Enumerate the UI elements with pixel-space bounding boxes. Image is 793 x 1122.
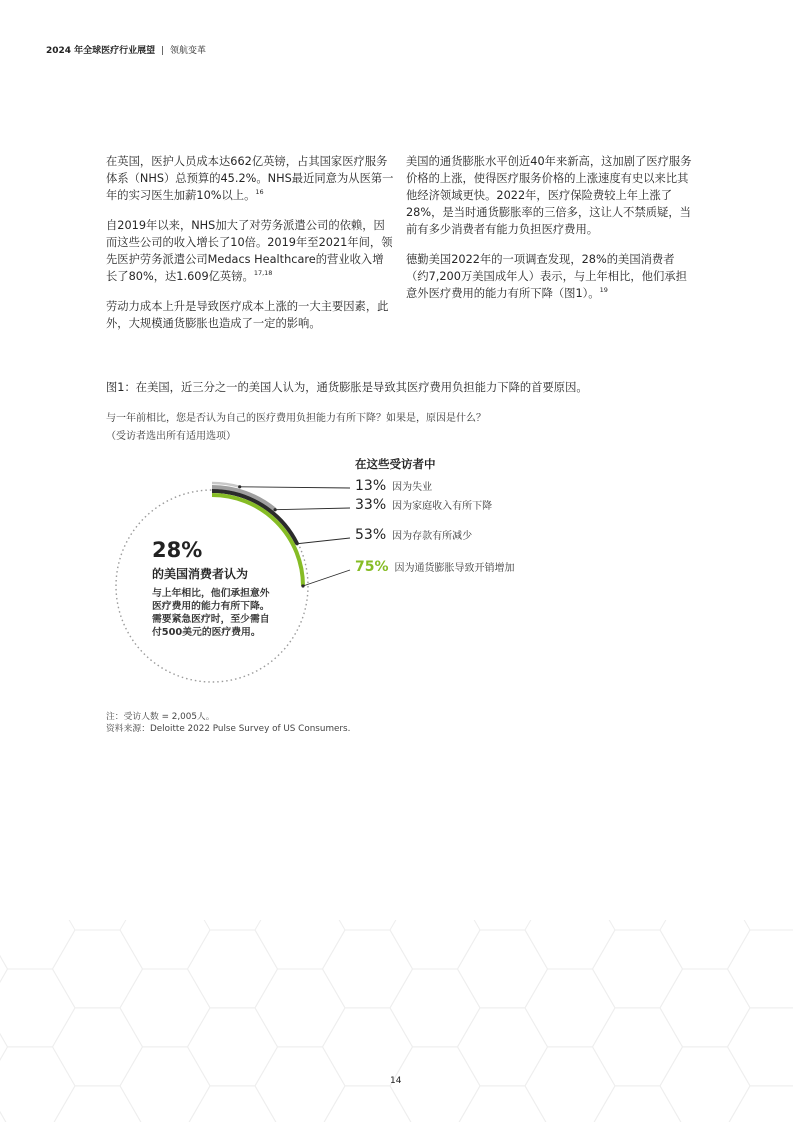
- leader-line-0: [240, 487, 350, 488]
- hexagon: [0, 1086, 8, 1122]
- leader-line-3: [303, 570, 350, 586]
- paragraph: 德勤美国2022年的一项调查发现，28%的美国消费者（约7,200万美国成年人）表示，与上年相比，他们承担意外医疗费用的能力有所下降（图1）。$^{19}$: [406, 253, 687, 300]
- hexagon: [0, 930, 8, 1008]
- hexagon: [188, 1008, 278, 1086]
- hexagon: [323, 930, 413, 1008]
- leader-dot-3: [301, 584, 304, 587]
- hexagon: [593, 1086, 683, 1122]
- leader-line-1: [275, 508, 350, 510]
- legend-label: 因为失业: [392, 482, 433, 493]
- hexagon: [660, 969, 750, 1047]
- hexagon: [728, 1008, 793, 1086]
- figure-notes: [106, 711, 350, 735]
- legend-item: [355, 559, 515, 575]
- legend-value: 13%: [355, 478, 387, 494]
- hexagon: [53, 1008, 143, 1086]
- hexagon: [323, 1086, 413, 1122]
- question-note: （受访者选出所有适用选项）: [106, 431, 236, 442]
- hexagon-pattern: [0, 920, 793, 1122]
- report-title: 2024 年全球医疗行业展望: [46, 46, 156, 56]
- leader-dot-1: [274, 508, 277, 511]
- hexagon: [593, 930, 683, 1008]
- hexagon: [660, 920, 750, 969]
- footnote-ref: 17,18: [253, 269, 273, 277]
- big-percent: 28%: [152, 538, 203, 562]
- legend-item: [355, 478, 432, 494]
- paragraph: 劳动力成本上升是导致医疗成本上涨的一大主要因素，此外，大规模通货膨胀也造成了一定的影响。: [106, 300, 389, 330]
- hexagon: [255, 1047, 345, 1122]
- legend-value: 33%: [355, 497, 387, 513]
- hexagon: [525, 920, 615, 969]
- hexagon: [188, 1086, 278, 1122]
- hexagon: [120, 1047, 210, 1122]
- legend-value-highlight: 75%: [355, 559, 389, 575]
- hexagon: [0, 969, 75, 1047]
- paragraph: 美国的通货膨胀水平创近40年来新高，这加剧了医疗服务价格的上涨，使得医疗服务价格的上涨速度有史以来比其他经济领域更快。2022年，医疗保险费较上年上涨了28%，是当时通货膨胀率的三倍多，这让人不禁质疑，当前有多少消费者有能力负担医疗费用。: [406, 155, 692, 236]
- legend-item: [355, 497, 492, 513]
- question-text: 与一年前相比，您是否认为自己的医疗费用负担能力有所下降？如果是，原因是什么？: [106, 413, 486, 424]
- hexagon: [593, 1008, 683, 1086]
- page-number: 14: [390, 1076, 402, 1086]
- header-separator: |: [161, 46, 165, 56]
- hexagon: [458, 1008, 548, 1086]
- hexagon: [188, 930, 278, 1008]
- sample-note: 注：受访人数 = 2,005人。: [106, 712, 215, 722]
- legend-value: 53%: [355, 527, 387, 543]
- legend-item: [355, 527, 472, 543]
- legend-label: 因为存款有所减少: [392, 531, 473, 542]
- paragraph: 自2019年以来，NHS加大了对劳务派遣公司的依赖，因而这些公司的收入增长了10倍。2019年至2021年间，领先医护劳务派遣公司Medacs Healthcare的营业收入增长了80%，达1.609亿英镑。$^{17,18}$: [106, 219, 393, 283]
- hexagon: [390, 920, 480, 969]
- hexagon: [323, 1008, 413, 1086]
- leader-dot-2: [295, 542, 298, 545]
- arc-2: [212, 491, 297, 544]
- hexagon: [255, 920, 345, 969]
- hexagon: [525, 1047, 615, 1122]
- hexagon: [120, 920, 210, 969]
- hexagon: [255, 969, 345, 1047]
- legend-title: 在这些受访者中: [355, 457, 436, 471]
- big-label: 的美国消费者认为: [152, 567, 249, 581]
- hexagon: [53, 1086, 143, 1122]
- hexagon: [0, 920, 75, 969]
- hexagon: [458, 930, 548, 1008]
- legend-label: 因为通货膨胀导致开销增加: [394, 563, 515, 574]
- report-subtitle: 领航变革: [169, 46, 206, 56]
- footnote-ref: 19: [599, 286, 608, 294]
- leader-dot-0: [238, 485, 241, 488]
- hexagon: [728, 1086, 793, 1122]
- hexagon: [728, 930, 793, 1008]
- figure-title: 图1：在美国，近三分之一的美国人认为，通货膨胀是导致其医疗费用负担能力下降的首要原因。: [106, 381, 588, 394]
- hexagon: [390, 1047, 480, 1122]
- hexagon: [458, 1086, 548, 1122]
- hexagon: [53, 930, 143, 1008]
- paragraph: 在英国，医护人员成本达662亿英镑，占其国家医疗服务体系（NHS）总预算的45.2%。NHS最近同意为从医第一年的实习医生加薪10%以上。$^{16}$: [106, 155, 394, 202]
- circle-description: 与上年相比，他们承担意外医疗费用的能力有所下降。需要紧急医疗时，至少需自付500美元的医疗费用。: [152, 588, 270, 638]
- hexagon: [0, 1008, 8, 1086]
- hexagon: [660, 1047, 750, 1122]
- legend-label: 因为家庭收入有所下降: [392, 501, 493, 512]
- hexagon: [120, 969, 210, 1047]
- hexagon: [0, 1047, 75, 1122]
- hexagon: [525, 969, 615, 1047]
- hexagon: [390, 969, 480, 1047]
- leader-line-2: [297, 538, 350, 544]
- source-note: 资料来源：Deloitte 2022 Pulse Survey of US Consumers.: [106, 724, 351, 734]
- footnote-ref: 16: [255, 188, 264, 196]
